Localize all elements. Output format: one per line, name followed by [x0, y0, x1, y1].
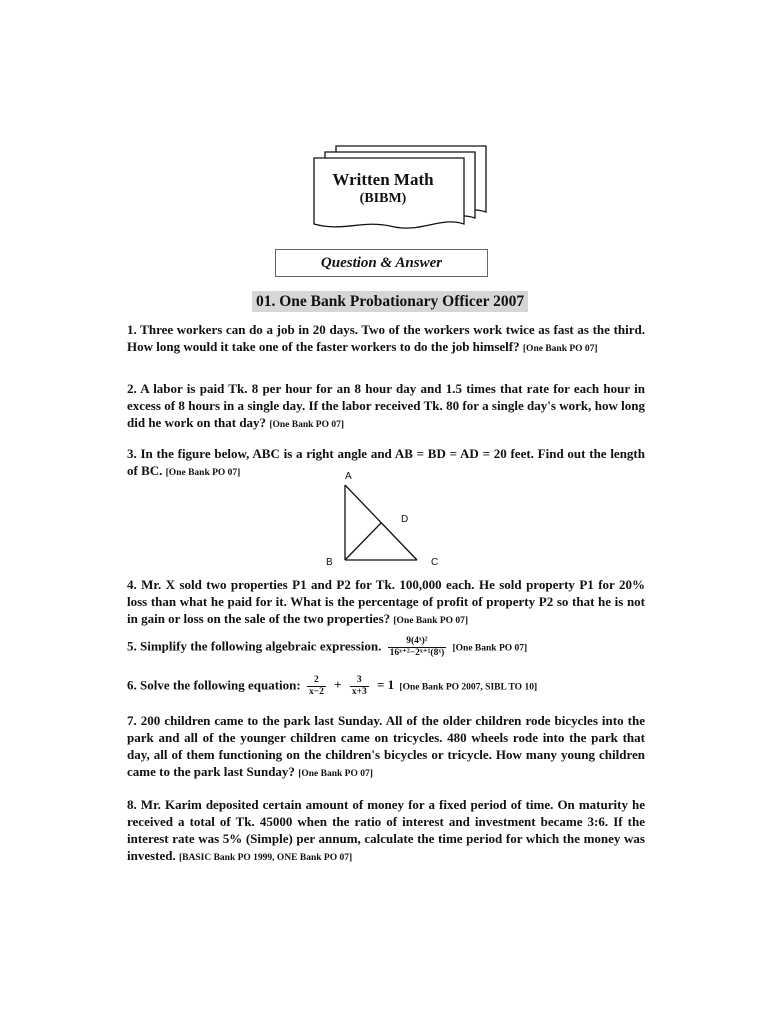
- question-7: [127, 712, 645, 783]
- fraction-numerator: 9(4ˣ)²: [388, 636, 447, 648]
- equation-rhs: = 1: [376, 677, 395, 693]
- question-source: [One Bank PO 07]: [298, 769, 373, 779]
- question-text: 1. Three workers can do a job in 20 days. Two of the workers work twice as fast as the third. How long would it take one of the faster workers to do the job himself?: [127, 322, 645, 354]
- question-8: [127, 796, 645, 867]
- equation-fraction-2: [350, 675, 369, 698]
- plus-operator: +: [334, 677, 342, 693]
- question-6: [127, 675, 645, 698]
- vertex-label-c: C: [431, 557, 439, 568]
- qa-label: Question & Answer: [275, 249, 488, 277]
- question-text: 8. Mr. Karim deposited certain amount of money for a fixed period of time. On maturity he received a total of Tk. 45000 when the ratio of interest and investment became 3:6. If the interest rate was 5% (Simple) per annum, calculate the time period for which the money was invested.: [127, 797, 645, 863]
- question-source: [One Bank PO 07]: [522, 344, 598, 354]
- vertex-label-a: A: [345, 471, 352, 482]
- triangle-figure: [320, 470, 450, 570]
- fraction-numerator: 3: [350, 675, 369, 687]
- question-source: [One Bank PO 07]: [269, 420, 344, 430]
- vertex-label-b: B: [326, 557, 333, 568]
- title-banner: [312, 144, 492, 234]
- page-subtitle: (BIBM): [359, 191, 407, 206]
- question-source: [BASIC Bank PO 1999, ONE Bank PO 07]: [179, 853, 353, 863]
- question-5: [127, 636, 645, 659]
- stacked-document-icon: [312, 144, 492, 236]
- question-text: 7. 200 children came to the park last Sunday. All of the older children rode bicycles into the park and all of the younger children came on tricycles. 480 wheels rode into the park that day, all of them functioning on the children's bicycles or tricycle. How many young children came to the park last Sunday?: [127, 713, 645, 779]
- triangle-diagram: [320, 470, 450, 570]
- question-source: [One Bank PO 07]: [393, 616, 469, 626]
- fraction-numerator: 2: [307, 675, 326, 687]
- question-text: 2. A labor is paid Tk. 8 per hour for an 8 hour day and 1.5 times that rate for each hour in excess of 8 hours in a single day. If the labor received Tk. 80 for a single day's work, how long did he work on that day?: [127, 381, 645, 430]
- question-source: [One Bank PO 07]: [452, 643, 528, 654]
- question-4: [127, 576, 645, 630]
- fraction-denominator: x−2: [308, 687, 324, 697]
- question-source: [One Bank PO 2007, SIBL TO 10]: [399, 682, 538, 693]
- expression-fraction: [388, 636, 447, 659]
- section-title: 01. One Bank Probationary Officer 2007: [252, 291, 528, 312]
- question-text: 4. Mr. X sold two properties P1 and P2 for Tk. 100,000 each. He sold property P1 for 20% loss than what he paid for it. What is the percentage of profit of property P2 so that he is not in gain or loss on the sale of the two properties?: [127, 577, 645, 626]
- equation-fraction-1: [307, 675, 326, 698]
- page-title: Written Math: [332, 170, 434, 189]
- fraction-denominator: x+3: [351, 687, 367, 697]
- question-2: [127, 380, 645, 434]
- fraction-denominator: 16ˣ⁺²−2ˣ⁺¹(8ˣ): [389, 648, 445, 658]
- vertex-label-d: D: [401, 514, 409, 525]
- question-text: 3. In the figure below, ABC is a right angle and AB = BD = AD = 20 feet. Find out the length of BC.: [127, 446, 645, 478]
- question-text: 6. Solve the following equation:: [127, 677, 301, 693]
- question-1: [127, 321, 645, 358]
- question-text: 5. Simplify the following algebraic expression.: [127, 638, 382, 654]
- question-source: [One Bank PO 07]: [165, 468, 241, 478]
